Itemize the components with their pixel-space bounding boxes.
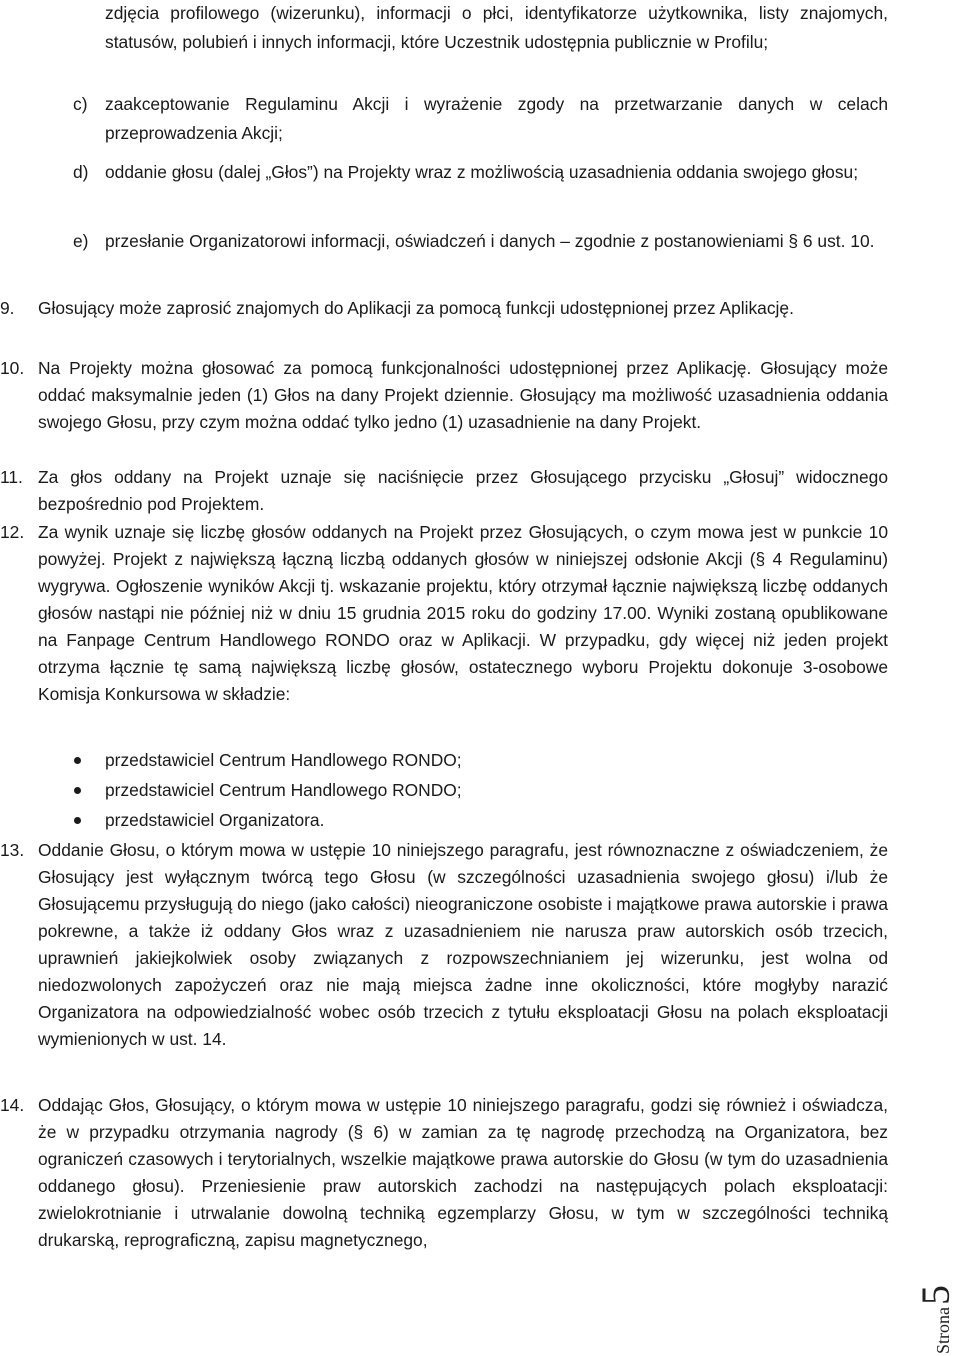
sub-item-d: d) oddanie głosu (dalej „Głos”) na Projekty wraz z możliwością uzasadnienia oddania swojego głosu; [105,158,888,187]
paragraph-number: 12. [0,522,25,542]
page-footer [913,1245,960,1356]
sub-item-letter: d) [73,162,89,182]
sub-item-letter: c) [73,94,88,114]
sub-item-letter: e) [73,231,89,251]
bullet-icon [74,787,81,794]
page-number: 5 [913,1285,958,1305]
commission-member: przedstawiciel Centrum Handlowego RONDO; [105,747,885,774]
paragraph-11: 11. Za głos oddany na Projekt uznaje się naciśnięcie przez Głosującego przycisku „Głosuj” widocznego bezpośrednio pod Projektem. [38,464,888,518]
page-label [913,1285,958,1354]
bullet-icon [74,817,81,824]
paragraph-13: 13. Oddanie Głosu, o którym mowa w ustępie 10 niniejszego paragrafu, jest równoznaczne z oświadczeniem, że Głosujący jest wyłącznym twórcą tego Głosu (w szczególności uzasadnienia swojego głosu) i/lub że Głosującemu przysługują do niego (jako całości) nieograniczone osobiste i majątkowe prawa autorskie i prawa pokrewne, a także iż oddany Głos wraz z uzasadnieniem nie narusza praw autorskich osób trzecich, uprawnień jakiejkolwiek osoby związanych z rozpowszechnianiem jej wizerunku, jest wolna od niedozwolonych zapożyczeń oraz nie mają miejsca żadne inne okoliczności, które mogłyby narazić Organizatora na odpowiedzialność wobec osób trzecich z tytułu eksploatacji Głosu na polach eksploatacji wymienionych w ust. 14. [38,837,888,1053]
paragraph-number: 14. [0,1095,25,1115]
commission-member: przedstawiciel Organizatora. [105,807,885,834]
page-label-word: Strona [933,1307,953,1354]
sub-item-c: c) zaakceptowanie Regulaminu Akcji i wyrażenie zgody na przetwarzanie danych w celach przeprowadzenia Akcji; [105,90,888,148]
paragraph-number: 11. [0,467,23,487]
paragraph-12: 12. Za wynik uznaje się liczbę głosów oddanych na Projekt przez Głosujących, o czym mowa jest w punkcie 10 powyżej. Projekt z największą łączną liczbą oddanych głosów w niniejszej odsłonie Akcji (§ 4 Regulaminu) wygrywa. Ogłoszenie wyników Akcji tj. wskazanie projektu, który otrzymał łącznie największą liczbę oddanych głosów nastąpi nie później niż w dniu 15 grudnia 2015 roku do godziny 17.00. Wyniki zostaną opublikowane na Fanpage Centrum Handlowego RONDO oraz w Aplikacji. W przypadku, gdy więcej niż jeden projekt otrzyma łącznie tę samą największą liczbę głosów, ostatecznego wyboru Projektu dokonuje 3-osobowe Komisja Konkursowa w składzie: [38,519,888,708]
paragraph-number: 9. [0,298,15,318]
commission-member: przedstawiciel Centrum Handlowego RONDO; [105,777,885,804]
paragraph-10: 10. Na Projekty można głosować za pomocą funkcjonalności udostępnionej przez Aplikację. Głosujący może oddać maksymalnie jeden (1) Głos na dany Projekt dziennie. Głosujący ma możliwość uzasadnienia oddania swojego Głosu, przy czym można oddać tylko jedno (1) uzasadnienie na dany Projekt. [38,355,888,436]
paragraph-9: 9. Głosujący może zaprosić znajomych do Aplikacji za pomocą funkcji udostępnionej przez Aplikację. [38,295,888,322]
paragraph-14: 14. Oddając Głos, Głosujący, o którym mowa w ustępie 10 niniejszego paragrafu, godzi się również i oświadcza, że w przypadku otrzymania nagrody (§ 6) w zamian za tę nagrodę przechodzą na Organizatora, bez ograniczeń czasowych i terytorialnych, wszelkie majątkowe prawa autorskie do Głosu (w tym do uzasadnienia oddanego głosu). Przeniesienie praw autorskich zachodzi na następujących polach eksploatacji: zwielokrotnianie i utrwalanie dowolną techniką egzemplarzy Głosu, w tym w szczególności techniką drukarską, reprograficzną, zapisu magnetycznego, [38,1092,888,1254]
sub-item-e: e) przesłanie Organizatorowi informacji, oświadczeń i danych – zgodnie z postanowieniami § 6 ust. 10. [105,227,888,256]
paragraph-number: 13. [0,840,25,860]
sub-item-b-continuation: zdjęcia profilowego (wizerunku), informacji o płci, identyfikatorze użytkownika, listy znajomych, statusów, polubień i innych informacji, które Uczestnik udostępnia publicznie w Profilu; [105,3,888,52]
bullet-icon [74,757,81,764]
paragraph-number: 10. [0,358,25,378]
